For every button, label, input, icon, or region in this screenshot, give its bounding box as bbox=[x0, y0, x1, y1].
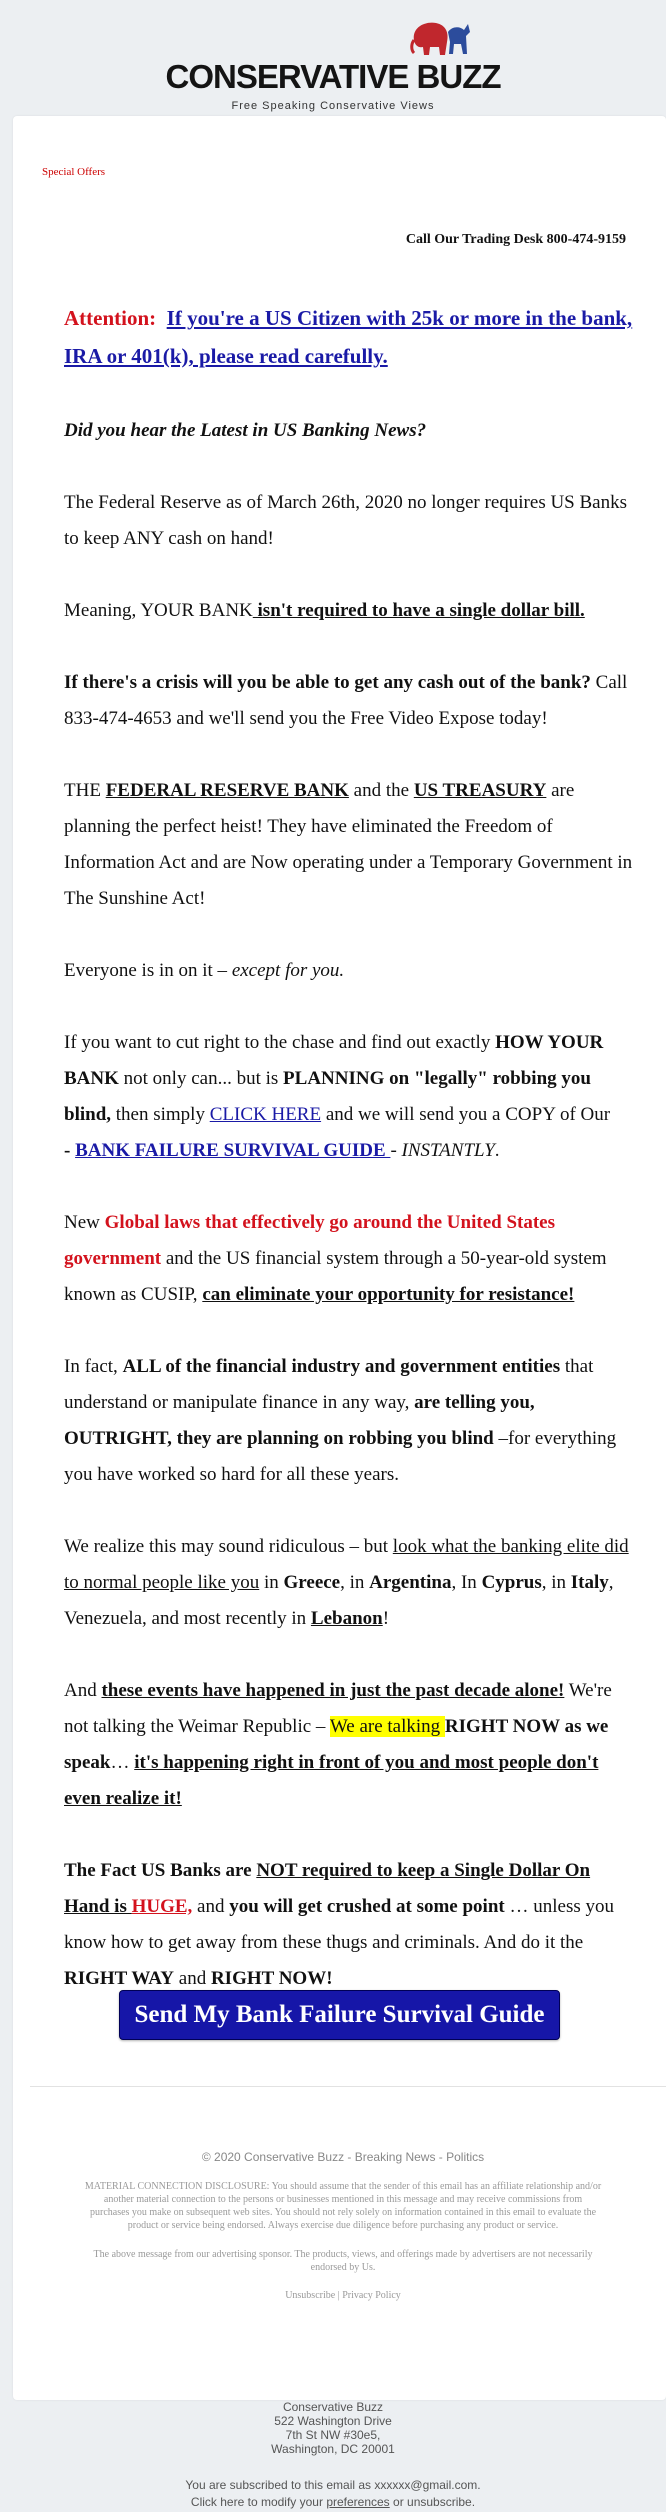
chase-text: then simply bbox=[111, 1104, 210, 1125]
preferences-link[interactable]: preferences bbox=[326, 2495, 390, 2509]
realize-text: , Venezuela, and most recently in bbox=[64, 1572, 614, 1629]
copyright-text: © 2020 Conservative Buzz - Breaking News - Politics bbox=[201, 2150, 485, 2164]
country-italy: Italy bbox=[570, 1572, 609, 1593]
country-cyprus: Cyprus bbox=[481, 1572, 542, 1593]
brand-name: CONSERVATIVE BUZZ bbox=[165, 58, 501, 95]
meaning-paragraph bbox=[64, 593, 638, 629]
latest-news-heading: Did you hear the Latest in US Banking News? bbox=[64, 420, 427, 441]
chase-text: not only can... but is bbox=[118, 1068, 284, 1089]
realize-underline: look what the banking elite did to normal people like you bbox=[64, 1536, 629, 1593]
unsubscribe-link[interactable]: Unsubscribe bbox=[285, 2290, 336, 2301]
fact-emphasis: ALL of the financial industry and government entities bbox=[122, 1356, 561, 1377]
modify-line bbox=[0, 2494, 666, 2511]
in-fact-paragraph bbox=[64, 1349, 638, 1493]
call-trading-desk: Call Our Trading Desk 800-474-9159 bbox=[405, 232, 626, 247]
email-card bbox=[13, 116, 666, 2400]
realize-text: ! bbox=[382, 1608, 390, 1629]
everyone-text: Everyone is in on it – bbox=[64, 960, 232, 981]
final-text: … unless you know how to get away from these thugs and criminals. And do it the bbox=[64, 1896, 614, 1953]
email-footer bbox=[83, 2150, 603, 2301]
heist-text: and the bbox=[348, 780, 414, 801]
final-paragraph bbox=[64, 1853, 638, 1997]
attention-paragraph bbox=[64, 299, 638, 375]
events-text: … bbox=[110, 1752, 135, 1773]
privacy-policy-link[interactable]: Privacy Policy bbox=[342, 2290, 401, 2301]
events-emphasis: it's happening right in front of you and most people don't even realize it! bbox=[64, 1752, 599, 1809]
fact-text: In fact, bbox=[64, 1356, 123, 1377]
everyone-paragraph bbox=[64, 953, 638, 989]
crisis-paragraph bbox=[64, 665, 638, 737]
events-emphasis: these events have happened in just the past decade alone! bbox=[101, 1680, 565, 1701]
final-emphasis: RIGHT WAY bbox=[64, 1968, 175, 1989]
address-line: 7th St NW #30e5, bbox=[285, 2428, 381, 2442]
global-emphasis: can eliminate your opportunity for resistance! bbox=[202, 1284, 575, 1305]
final-emphasis: The Fact US Banks are bbox=[64, 1860, 257, 1881]
events-paragraph bbox=[64, 1673, 638, 1817]
realize-text: , in bbox=[340, 1572, 370, 1593]
events-emphasis: RIGHT NOW as we speak bbox=[64, 1716, 609, 1773]
meaning-text: Meaning, YOUR BANK bbox=[64, 600, 253, 621]
realize-text: We realize this may sound ridiculous – but bbox=[64, 1536, 393, 1557]
address-line: Conservative Buzz bbox=[282, 2400, 384, 2414]
material-disclosure: MATERIAL CONNECTION DISCLOSURE: You should assume that the sender of this email has an affiliate relationship and/or another material connection to the persons or businesses mentioned in this message and may receive commissions from purchases you make on subsequent web sites. You should not rely solely on information contained in this email to evaluate the product or service being endorsed. Always exercise due diligence before purchasing any product or service. bbox=[84, 2181, 602, 2231]
global-red: Global laws that effectively go around the United States government bbox=[64, 1212, 555, 1269]
chase-paragraph bbox=[64, 1025, 638, 1169]
chase-text: and we will send you a COPY of Our bbox=[321, 1104, 611, 1125]
address-line: Washington, DC 20001 bbox=[271, 2442, 395, 2456]
address-line: 522 Washington Drive bbox=[274, 2414, 392, 2428]
guide-link[interactable]: BANK FAILURE SURVIVAL GUIDE bbox=[75, 1140, 391, 1161]
fact-text: –for everything you have worked so hard for all these years. bbox=[64, 1428, 617, 1485]
email-body bbox=[64, 299, 638, 2033]
final-huge: HUGE, bbox=[131, 1896, 193, 1917]
federal-reserve-bank: FEDERAL RESERVE BANK bbox=[105, 780, 349, 801]
sponsor-notice: The above message from our advertising sponsor. The products, views, and offerings made by advertisers are not necessarily endorsed by Us. bbox=[93, 2249, 593, 2273]
crisis-call: Call 833-474-4653 and we'll send you the Free Video Expose today! bbox=[64, 672, 628, 729]
email-header bbox=[0, 0, 666, 116]
special-offers-label: Special Offers bbox=[42, 166, 106, 178]
final-text: and bbox=[192, 1896, 230, 1917]
final-underline: NOT required to keep a Single Dollar On Hand is bbox=[64, 1860, 591, 1917]
country-lebanon: Lebanon bbox=[310, 1608, 383, 1629]
elephant-donkey-icon bbox=[408, 18, 474, 62]
guide-instantly: - INSTANTLY bbox=[390, 1140, 495, 1161]
us-treasury: US TREASURY bbox=[413, 780, 547, 801]
realize-text: , In bbox=[451, 1572, 482, 1593]
subscription-info bbox=[0, 2477, 666, 2511]
country-argentina: Argentina bbox=[369, 1572, 452, 1593]
fact-text: that understand or manipulate finance in any way, bbox=[64, 1356, 594, 1413]
global-text: New bbox=[64, 1212, 105, 1233]
meaning-emphasis: isn't required to have a single dollar bill. bbox=[252, 600, 585, 621]
final-text: and bbox=[174, 1968, 211, 1989]
guide-dash: - bbox=[64, 1140, 76, 1161]
chase-emphasis: PLANNING on "legally" robbing you blind, bbox=[64, 1068, 591, 1125]
country-greece: Greece bbox=[283, 1572, 341, 1593]
realize-text: in bbox=[259, 1572, 284, 1593]
send-guide-button[interactable]: Send My Bank Failure Survival Guide bbox=[119, 1990, 559, 2040]
click-here-link[interactable]: CLICK HERE bbox=[209, 1104, 322, 1125]
heist-text: are planning the perfect heist! They have eliminated the Freedom of Information Act and are Now operating under a Temporary Government in The Sunshine Act! bbox=[64, 780, 633, 909]
final-emphasis: RIGHT NOW! bbox=[210, 1968, 333, 1989]
global-laws-paragraph bbox=[64, 1205, 638, 1313]
heist-paragraph bbox=[64, 773, 638, 917]
realize-text: , in bbox=[541, 1572, 571, 1593]
modify-text: or unsubscribe. bbox=[389, 2495, 476, 2509]
everyone-italic: except for you. bbox=[231, 960, 345, 981]
chase-emphasis: HOW YOUR BANK bbox=[64, 1032, 604, 1089]
link-separator: | bbox=[335, 2290, 343, 2301]
attention-label: Attention: bbox=[64, 306, 157, 330]
brand-tagline: Free Speaking Conservative Views bbox=[231, 100, 435, 112]
fact-emphasis: are telling you, OUTRIGHT, they are planning on robbing you blind bbox=[64, 1392, 535, 1449]
footer-links bbox=[83, 2290, 603, 2301]
chase-text: If you want to cut right to the chase and find out exactly bbox=[64, 1032, 496, 1053]
footer-divider bbox=[30, 2086, 666, 2087]
guide-period: . bbox=[494, 1140, 500, 1161]
events-highlight: We are talking bbox=[329, 1716, 445, 1737]
realize-paragraph bbox=[64, 1529, 638, 1637]
cta-container bbox=[13, 1990, 666, 2040]
modify-text: Click here to modify your bbox=[190, 2495, 327, 2509]
attention-link[interactable]: If you're a US Citizen with 25k or more in the bank, IRA or 401(k), please read carefully. bbox=[64, 306, 633, 368]
events-text: We're not talking the Weimar Republic – bbox=[64, 1680, 612, 1737]
final-emphasis: you will get crushed at some point bbox=[229, 1896, 505, 1917]
global-text: and the US financial system through a 50-year-old system known as CUSIP, bbox=[64, 1248, 607, 1305]
subscribed-email: You are subscribed to this email as xxxxxx@gmail.com. bbox=[185, 2478, 481, 2492]
crisis-question: If there's a crisis will you be able to get any cash out of the bank? bbox=[64, 672, 591, 693]
heist-text: THE bbox=[64, 780, 106, 801]
sender-address bbox=[0, 2400, 666, 2456]
events-text: And bbox=[64, 1680, 102, 1701]
fed-reserve-paragraph: The Federal Reserve as of March 26th, 2020 no longer requires US Banks to keep ANY cash on hand! bbox=[64, 492, 627, 549]
